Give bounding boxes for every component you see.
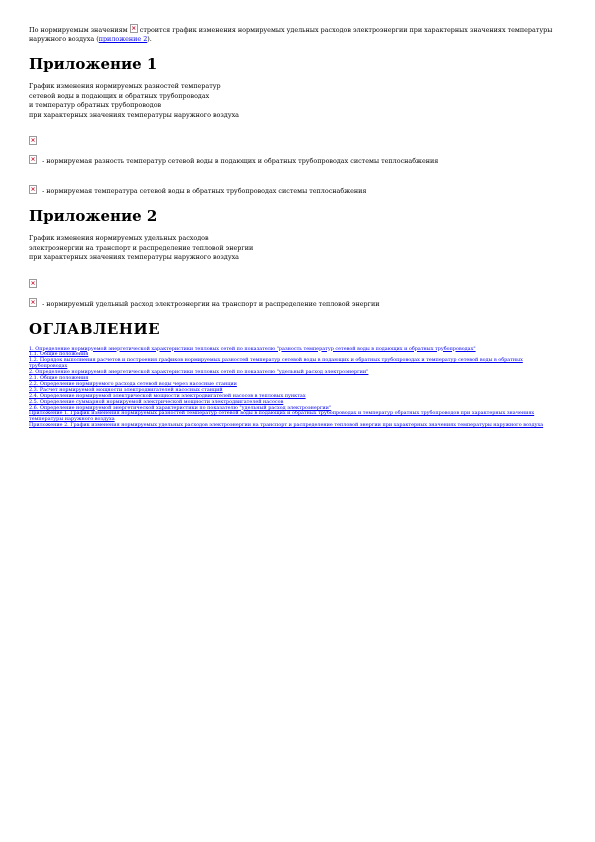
legend-text: - нормируемая разность температур сетевой воды в подающих и обратных трубопроводах системы теплоснабжения xyxy=(42,157,439,165)
toc-link[interactable]: 1.1. Общие положения xyxy=(29,351,89,358)
broken-image-icon: × xyxy=(30,298,36,306)
legend-item xyxy=(29,178,565,197)
intro-paragraph xyxy=(29,24,565,44)
subtitle-line: и температур обратных трубопроводов xyxy=(29,101,162,109)
subtitle-line: при характерных значениях температуры наружного воздуха xyxy=(29,110,239,119)
appendix-1-subtitle xyxy=(29,82,565,120)
subtitle-line: электроэнергии на транспорт и распределение тепловой энергии xyxy=(29,243,254,252)
appendix-2-subtitle xyxy=(29,234,565,263)
toc-link[interactable]: 2.5. Определение суммарной нормируемой электрической мощности электродвигателей насосов xyxy=(29,398,284,405)
legend-text: - нормируемый удельный расход электроэнергии на транспорт и распределение тепловой энергии xyxy=(42,299,380,308)
legend-text: - нормируемая температура сетевой воды в обратных трубопроводах системы теплоснабжения xyxy=(42,187,367,195)
subtitle-line: сетевой воды в подающих и обратных трубопроводах xyxy=(29,91,210,100)
toc-link[interactable]: 1. Определение нормируемой энергетической характеристики тепловых сетей по показателю "разность температур сетевой воды в подающих и обратных трубопроводах" xyxy=(29,345,476,352)
subtitle-line: при характерных значениях температуры наружного воздуха xyxy=(29,253,239,261)
appendix-1-heading: Приложение 1 xyxy=(29,55,158,73)
appendix-2-heading: Приложение 2 xyxy=(29,207,158,225)
toc-heading: ОГЛАВЛЕНИЕ xyxy=(29,319,161,338)
intro-text-after: строится график изменения нормируемых удельных расходов электроэнергии при характерных значениях температуры наружного воздуха ( xyxy=(29,26,553,43)
toc-link[interactable]: Приложение 2. График изменения нормируемых удельных расходов электроэнергии на транспорт и распределение тепловой энергии при характерных значениях температуры наружного воздуха xyxy=(29,422,544,429)
appendix-2-graph-image xyxy=(29,272,565,287)
toc-link[interactable]: 2.4. Определение нормируемой электрической мощности электродвигателей насосов в тепловых пунктах xyxy=(29,392,306,399)
toc-link[interactable]: 2. Определение нормируемой энергетической характеристики тепловых сетей по показателю "удельный расход электроэнергии" xyxy=(29,369,369,376)
subtitle-line: График изменения нормируемых удельных расходов xyxy=(29,234,209,242)
appendix-2-link[interactable]: приложение 2 xyxy=(98,35,148,43)
document-page xyxy=(29,24,565,429)
toc-link[interactable]: 2.2. Определение нормируемого расхода сетевой воды через насосные станции xyxy=(29,380,237,387)
broken-image-icon: × xyxy=(30,156,36,163)
toc-link[interactable]: 1.2. Порядок выполнения расчетов и построения графиков нормируемых разностей температур сетевой воды в подающих и обратных трубопроводах и температур сетевой воды в обратных трубопроводах xyxy=(29,357,523,370)
toc-link[interactable]: 2.6. Определение нормируемой энергетической характеристики по показателю "удельный расход электроэнергии" xyxy=(29,404,332,411)
legend-item xyxy=(29,148,565,167)
legend-item xyxy=(29,291,565,310)
intro-text-before: По нормируемым значениям xyxy=(29,26,128,34)
broken-image-icon: × xyxy=(30,137,36,144)
toc-link[interactable]: 2.1. Общие положения xyxy=(29,375,89,382)
broken-image-icon: × xyxy=(131,25,137,32)
subtitle-line: График изменения нормируемых разностей температур xyxy=(29,82,221,90)
intro-text-end: ). xyxy=(147,35,152,43)
appendix-1-graph-image xyxy=(29,129,565,144)
broken-image-icon: × xyxy=(30,279,36,287)
broken-image-icon: × xyxy=(30,186,36,193)
toc-link[interactable]: Приложение 1. График изменения нормируемых разностей температур сетевой воды в подающих и обратных трубопроводах и температур обратных трубопроводов при характерных значениях температуры наружного воздуха xyxy=(29,410,535,423)
table-of-contents xyxy=(29,347,565,430)
toc-link[interactable]: 2.3. Расчет нормируемой мощности электродвигателей насосных станций xyxy=(29,386,223,393)
